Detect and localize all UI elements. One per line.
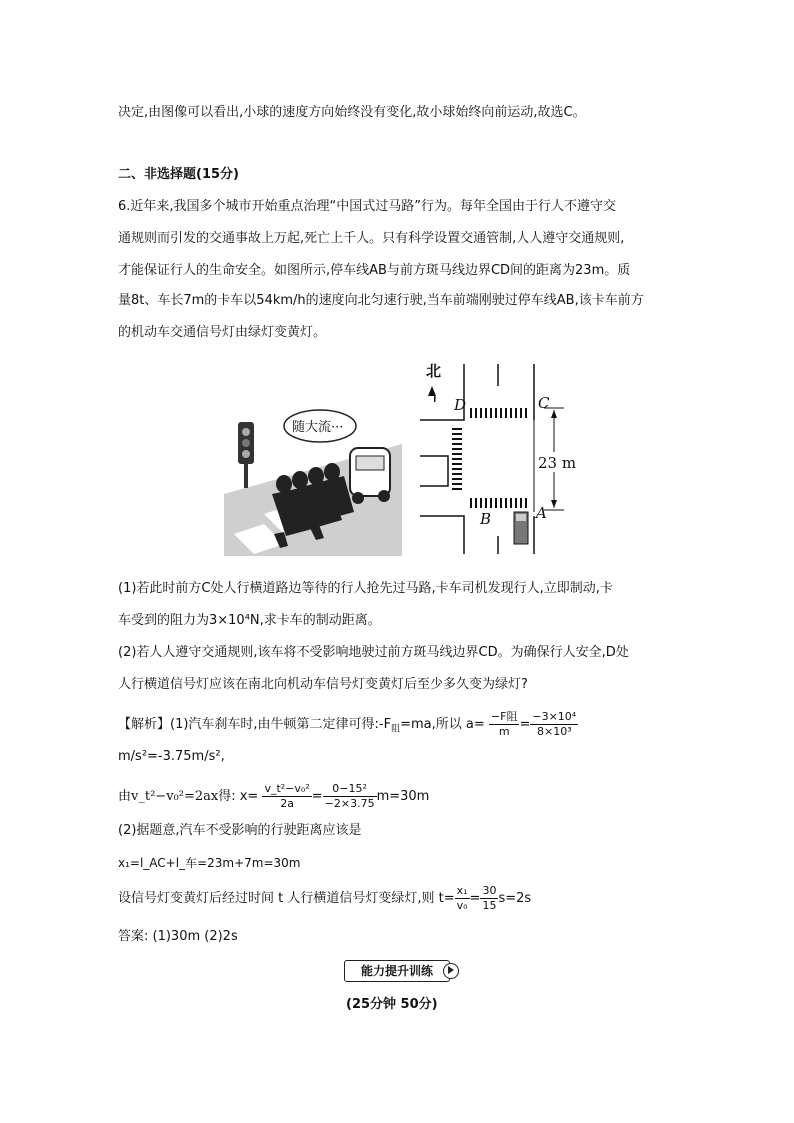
sub1-line-2: 车受到的阻力为3×10⁴N,求卡车的制动距离。 — [118, 613, 381, 628]
frac4-den: −2×3.75 — [324, 797, 375, 810]
distance-label: 23 m — [538, 454, 577, 472]
label-c: C — [538, 394, 550, 412]
equals-sign: = — [519, 717, 531, 732]
fraction-time-formula — [455, 884, 470, 913]
fraction-x-values — [323, 782, 377, 811]
solution-l1-mid: =ma,所以 a= — [400, 717, 485, 732]
north-arrow-icon — [428, 386, 436, 396]
question-line-4: 量8t、车长7m的卡车以54km/h的速度向北匀速行驶,当车前端刚驶过停车线AB,该卡车前方 — [118, 293, 644, 308]
speech-bubble-text: 随大流··· — [292, 420, 344, 435]
answer-line: 答案: (1)30m (2)2s — [118, 929, 238, 944]
kinematics-formula: v_t²−v₀²=2ax — [131, 789, 219, 804]
fraction-x-formula — [262, 782, 311, 811]
frac1-num: −F阻 — [490, 710, 518, 723]
play-icon — [443, 963, 459, 979]
solution-line-4: (2)据题意,汽车不受影响的行驶距离应该是 — [118, 823, 362, 838]
car-icon — [350, 448, 390, 504]
sub2-line-1: (2)若人人遵守交通规则,该车将不受影响地驶过前方斑马线边界CD。为确保行人安全,D处 — [118, 645, 629, 660]
solution-l1-prefix: 【解析】(1)汽车刹车时,由牛顿第二定律可得:-F — [118, 717, 392, 732]
pedestrian-cartoon — [224, 384, 402, 556]
question-line-1: 6.近年来,我国多个城市开始重点治理“中国式过马路”行为。每年全国由于行人不遵守交 — [118, 199, 617, 214]
label-a: A — [536, 504, 547, 522]
frac4-num: 0−15² — [323, 782, 377, 797]
frac1-den: m — [498, 725, 510, 738]
north-label: 北 — [426, 362, 442, 380]
solution-l3-mid: 得: x= — [218, 789, 259, 804]
solution-line-3: 由v_t²−v₀²=2ax得: x= $\frac{\text{v\_t²−v₀²}}{2a}$ = $\frac{\text{0−15²}}{-2\times 3.75}$ m=30m — [118, 782, 430, 810]
frac3-den: 2a — [280, 797, 294, 810]
solution-line-1 — [118, 710, 578, 739]
ability-training-badge — [344, 960, 450, 982]
intro-line: 决定,由图像可以看出,小球的速度方向始终没有变化,故小球始终向前运动,故选C。 — [118, 105, 586, 120]
frac5-den: v₀ — [456, 899, 468, 912]
frac6-den: 15 — [482, 899, 497, 912]
frac3-num: v_t²−v₀² — [264, 782, 310, 795]
frac2-num: −3×10⁴ — [532, 710, 577, 723]
frac5-num: x₁ — [456, 884, 468, 897]
truck-icon — [514, 512, 528, 544]
label-d: D — [454, 396, 467, 414]
solution-l6-suffix: s=2s — [498, 891, 532, 906]
solution-line-2: m/s²=-3.75m/s², — [118, 749, 225, 764]
solution-l1-sub: 阻 — [391, 724, 401, 735]
fraction-time-values — [480, 884, 498, 913]
frac6-num: 30 — [482, 884, 497, 897]
solution-line-6: 设信号灯变黄灯后经过时间 t 人行横道信号灯变绿灯,则 t= $\frac{\text{x₁}}{\text{v₀}}$ = $\frac{30}{15}$ s=2s — [118, 884, 532, 912]
road-diagram — [412, 356, 592, 556]
solution-l6-prefix: 设信号灯变黄灯后经过时间 t 人行横道信号灯变绿灯,则 t= — [118, 891, 455, 906]
label-b: B — [480, 510, 492, 528]
sub2-line-2: 人行横道信号灯应该在南北向机动车信号灯变黄灯后至少多久变为绿灯? — [118, 677, 528, 692]
time-note: (25分钟 50分) — [346, 997, 438, 1012]
fraction-values — [530, 710, 578, 739]
section-title: 二、非选择题(15分) — [118, 167, 239, 182]
sub1-line-1: (1)若此时前方C处人行横道路边等待的行人抢先过马路,卡车司机发现行人,立即制动,卡 — [118, 581, 613, 596]
frac2-den: 8×10³ — [536, 725, 572, 738]
solution-l3-suffix: m=30m — [376, 789, 430, 804]
question-line-2: 通规则而引发的交通事故上万起,死亡上千人。只有科学设置交通管制,人人遵守交通规则, — [118, 231, 625, 246]
question-line-5: 的机动车交通信号灯由绿灯变黄灯。 — [118, 325, 327, 340]
solution-line-5: x₁=l_AC+l_车=23m+7m=30m — [118, 856, 301, 870]
badge-label: 能力提升训练 — [360, 964, 433, 978]
question-line-3: 才能保证行人的生命安全。如图所示,停车线AB与前方斑马线边界CD间的距离为23m。质 — [118, 263, 631, 278]
fraction-force-over-mass — [489, 710, 520, 739]
solution-l3-prefix: 由 — [118, 789, 132, 804]
